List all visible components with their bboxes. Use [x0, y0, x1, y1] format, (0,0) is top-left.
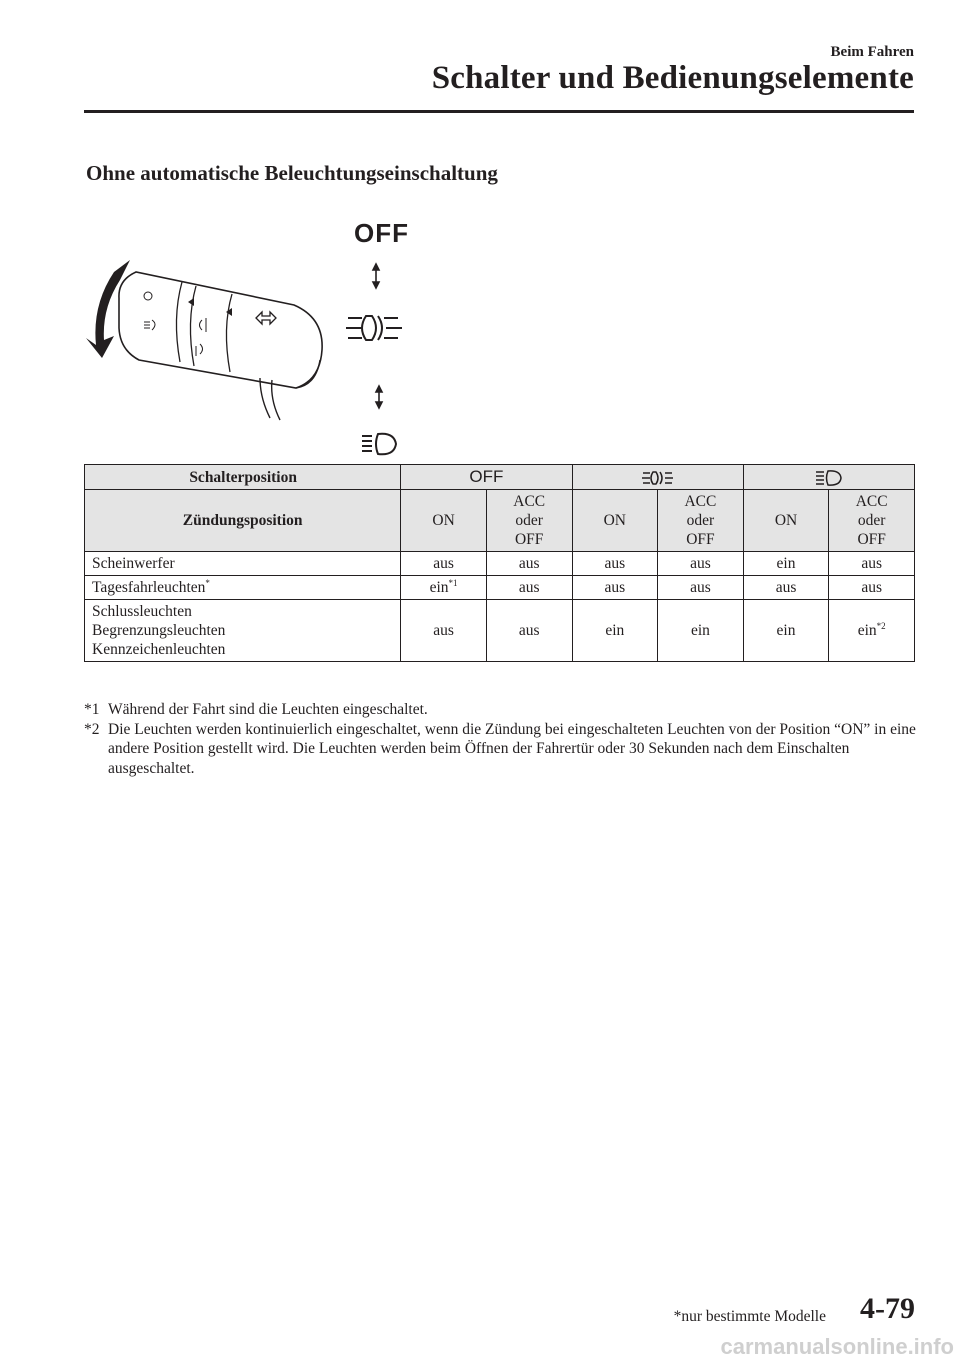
table-cell: aus	[486, 552, 572, 576]
table-cell: ein	[658, 600, 744, 662]
section-label: Beim Fahren	[830, 44, 914, 60]
footer-note: *nur bestimmte Modelle	[673, 1308, 826, 1325]
table-cell: aus	[486, 576, 572, 600]
table-cell: ein	[743, 552, 829, 576]
ignition-label: Zündungsposition	[85, 490, 401, 552]
stalk-body	[119, 272, 322, 388]
table-cell: aus	[658, 576, 744, 600]
parking-light-icon	[641, 469, 675, 487]
headlight-icon	[814, 469, 844, 487]
header-parking-light	[572, 465, 743, 490]
headlight-icon	[362, 434, 396, 455]
ignition-cell: ACC oder OFF	[486, 490, 572, 552]
footnote: *1 Während der Fahrt sind die Leuchten eingeschaltet.	[84, 701, 428, 718]
table-cell: aus	[829, 576, 915, 600]
ignition-row	[85, 490, 915, 552]
table-cell: aus	[486, 600, 572, 662]
header-off: OFF	[401, 465, 572, 490]
table-row	[85, 576, 915, 600]
table-cell: ein$^{*1}$	[401, 576, 487, 600]
header-rule	[84, 110, 914, 113]
footnotes	[84, 700, 924, 778]
ignition-cell: ON	[401, 490, 487, 552]
header-label: Schalterposition	[85, 465, 401, 490]
table-row	[85, 552, 915, 576]
header-headlight	[743, 465, 914, 490]
off-label: OFF	[354, 218, 409, 248]
light-switch-figure	[84, 210, 444, 460]
row-label: Schlussleuchten Begrenzungsleuchten Kennzeichenleuchten	[85, 600, 401, 662]
footnote: *2 Die Leuchten werden kontinuierlich eingeschaltet, wenn die Zündung bei eingeschalteten Leuchten von der Position “ON” in eine andere Position gestellt wird. Die Leuchten werden beim Öffnen der Fahrertür oder 30 Sekunden nach dem Einschalten ausgeschaltet.	[84, 720, 916, 777]
arrow-updown-icon	[376, 386, 382, 408]
table-cell: ein	[572, 600, 658, 662]
table-row	[85, 600, 915, 662]
table-cell: aus	[658, 552, 744, 576]
table-cell: aus	[401, 600, 487, 662]
ignition-cell: ON	[743, 490, 829, 552]
table-cell: aus	[572, 576, 658, 600]
parking-light-icon	[346, 316, 402, 340]
table-cell: aus	[572, 552, 658, 576]
table-cell: aus	[401, 552, 487, 576]
watermark: carmanualsonline.info	[720, 1334, 954, 1359]
ignition-cell: ACC oder OFF	[658, 490, 744, 552]
section-heading: Ohne automatische Beleuchtungseinschaltung	[86, 161, 498, 185]
page-number: 4-79	[860, 1292, 915, 1325]
row-label: Tagesfahrleuchten*	[85, 576, 401, 600]
table-cell: ein	[743, 600, 829, 662]
table-cell: aus	[743, 576, 829, 600]
table-header-row	[85, 465, 915, 490]
arrow-updown-icon	[373, 264, 379, 288]
row-label: Scheinwerfer	[85, 552, 401, 576]
switch-position-table	[84, 464, 915, 662]
page-title: Schalter und Bedienungselemente	[431, 60, 914, 96]
ignition-cell: ON	[572, 490, 658, 552]
ignition-cell: ACC oder OFF	[829, 490, 915, 552]
table-cell: ein$^{*2}$	[829, 600, 915, 662]
table-cell: aus	[829, 552, 915, 576]
